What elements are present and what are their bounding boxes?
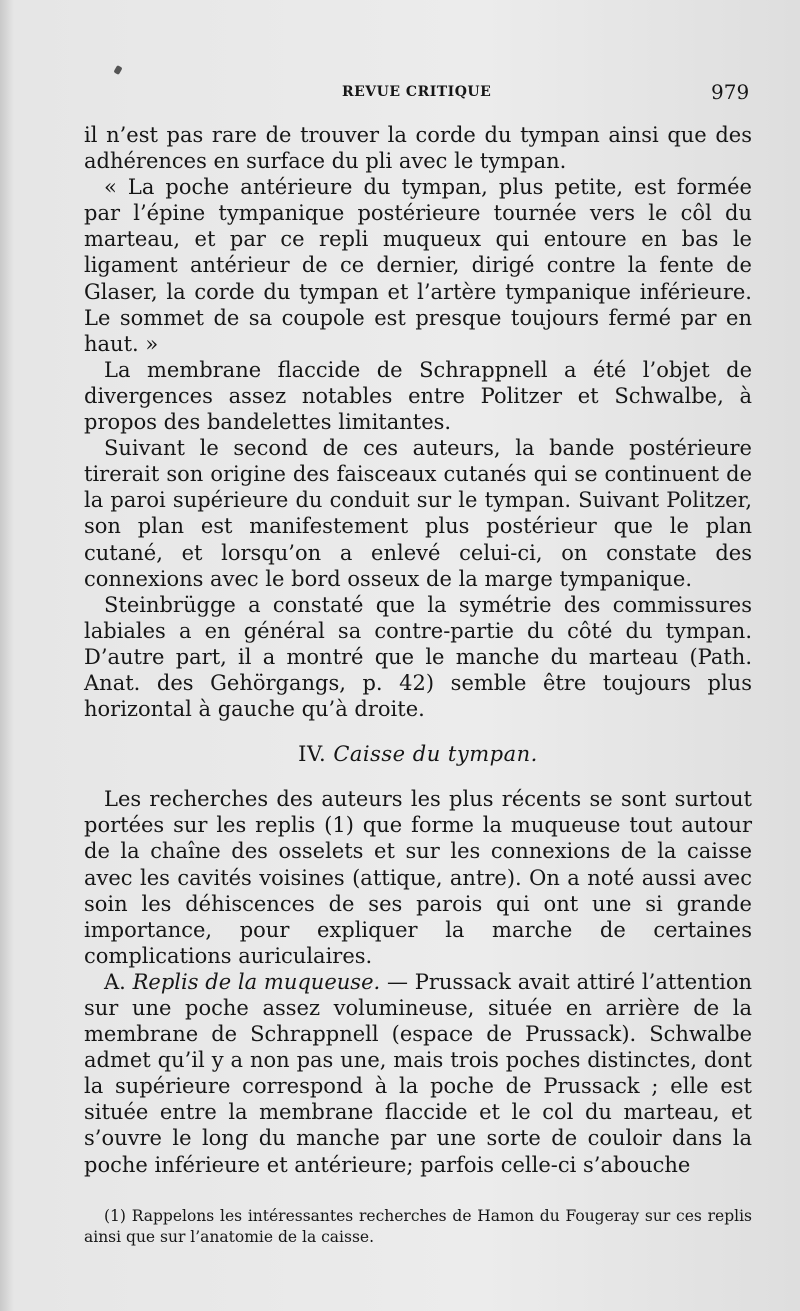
paragraph-1: il n’est pas rare de trouver la corde du tympan ainsi que des adhérences en surface du pli avec le tympan. xyxy=(84,123,752,174)
paragraph-6: Les recherches des auteurs les plus récents se sont surtout portées sur les replis (1) que forme la muqueuse tout autour de la chaîne des osselets et sur les connexions de la caisse avec les cavités voisines (attique, antre). On a noté aussi avec soin les déhiscences de ses parois qui ont une si grande importance, pour expliquer la marche de certaines complications auriculaires. xyxy=(84,787,752,968)
subsection-title: Replis de la muqueuse. xyxy=(132,969,381,994)
paragraph-3: La membrane flaccide de Schrappnell a été l’objet de divergences assez notables entre Politzer et Schwalbe, à propos des bandelettes limitantes. xyxy=(84,357,752,435)
paragraph-4: Suivant le second de ces auteurs, la bande postérieure tirerait son origine des faisceaux cutanés qui se continuent de la paroi supérieure du conduit sur le tympan. Suivant Politzer, son plan est manifestement plus postérieur que le plan cutané, et lorsqu’on a enlevé celui-ci, on constate des connexions avec le bord osseux de la marge tympanique. xyxy=(84,436,752,591)
paragraph-7-text: — Prussack avait attiré l’attention sur une poche assez volumineuse, située en arrière de la membrane de Schrappnell (espace de Prussack). Schwalbe admet qu’il y a non pas une, mais trois poches distinctes, dont la supérieure correspond à la poche de Prussack ; elle est située entre la membrane flaccide et le col du marteau, et s’ouvre le long du manche par une sorte de couloir dans la poche inférieure et antérieure; parfois celle-ci s’abouche xyxy=(84,969,752,1177)
page-header xyxy=(0,80,800,110)
paragraph-7 xyxy=(84,969,752,1178)
running-title: REVUE CRITIQUE xyxy=(342,84,492,100)
page-number: 979 xyxy=(711,80,750,104)
paragraph-2: « La poche antérieure du tympan, plus petite, est formée par l’épine tympanique postérieure tournée vers le côl du marteau, et par ce repli muqueux qui entoure en bas le ligament antérieur de ce dernier, dirigé contre la fente de Glaser, la corde du tympan et l’artère tympanique inférieure. Le sommet de sa coupole est presque toujours fermé par en haut. » xyxy=(84,175,752,356)
section-heading xyxy=(84,741,752,767)
paragraph-5: Steinbrügge a constaté que la symétrie des commissures labiales a en général sa contre-partie du côté du tympan. D’autre part, il a montré que le manche du marteau (Path. Anat. des Gehörgangs, p. 42) semble être toujours plus horizontal à gauche qu’à droite. xyxy=(84,592,752,722)
section-number: IV. xyxy=(298,742,327,767)
section-title: Caisse du tympan. xyxy=(333,742,538,767)
footnote: (1) Rappelons les intéressantes recherches de Hamon du Fougeray sur ces replis ainsi que sur l’anatomie de la caisse. xyxy=(84,1207,752,1246)
body-text xyxy=(84,122,752,1178)
subsection-label: A. xyxy=(104,969,126,994)
ink-mark xyxy=(113,65,122,75)
